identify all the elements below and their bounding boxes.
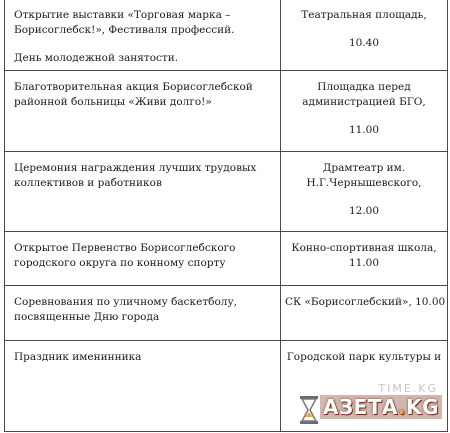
watermark-brand-tld: KG [406,395,439,419]
table-row [5,232,448,286]
event-text: День молодежной занятости. [14,52,179,64]
event-text: Церемония награждения лучших трудовых [14,162,257,174]
line-spacer [285,110,443,123]
time-text: 12.00 [348,205,380,217]
schedule-body [5,0,448,432]
event-text: Праздник именинника [14,351,142,363]
line-spacer [14,38,280,51]
table-row [5,71,448,152]
place-cell [281,152,448,232]
time-text: 10.40 [348,37,380,49]
place-cell [281,71,448,152]
event-cell [5,71,281,152]
event-cell [5,232,281,286]
place-text: Площадка перед [317,81,411,93]
event-text: районной больницы «Живи долго!» [14,96,212,108]
table-row [5,286,448,341]
hourglass-icon [298,395,320,425]
event-text: городского округа по конному спорту [14,257,226,269]
schedule-table [4,0,448,432]
time-text: 11.00 [348,257,380,269]
event-text: посвященные Дню города [14,311,160,323]
event-cell [5,152,281,232]
event-text: Благотворительная акция Борисоглебской [14,81,253,93]
place-text: Драмтеатр им. [322,162,406,174]
place-text: СК «Борисоглебский», 10.00 [285,296,446,308]
place-text: Конно-спортивная школа, [291,242,437,254]
event-cell [5,286,281,341]
watermark-time-text: TIME.KG [378,382,438,395]
table-row [5,152,448,232]
place-text: Городской парк культуры и [286,351,442,363]
event-text: коллективов и работников [14,177,162,189]
event-text: Открытие выставки «Торговая марка – [14,9,231,21]
line-spacer [285,191,443,204]
place-text: администрацией БГО, [302,96,426,108]
event-cell [5,0,281,71]
place-cell [281,286,448,341]
place-cell [281,0,448,71]
line-spacer [285,23,443,36]
event-text: Открытое Первенство Борисоглебского [14,242,236,254]
watermark-brand-dot: . [397,395,407,419]
place-text: Театральная площадь, [301,9,427,21]
watermark-brand-main: АЗЕТА [322,395,398,419]
watermark-logo [298,381,450,433]
table-row [5,0,448,71]
place-cell [281,232,448,286]
event-text: Соревнования по уличному баскетболу, [14,296,237,308]
watermark-brand-text [320,395,442,419]
place-text: Н.Г.Чернышевского, [306,177,422,189]
time-text: 11.00 [348,124,380,136]
event-text: Борисоглебск!», Фестиваля профессий. [14,24,235,36]
event-cell [5,341,281,432]
